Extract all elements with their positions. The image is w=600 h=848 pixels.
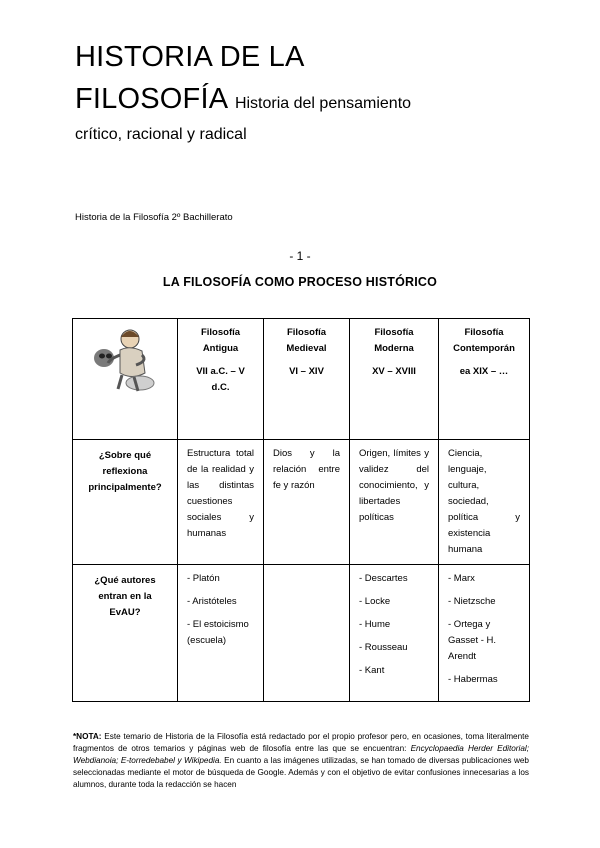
list-item: - Locke [359,596,391,607]
table-cell [178,565,264,702]
table-cell [350,565,439,702]
row-question: ¿Sobre qué reflexiona principalmente? [73,440,178,565]
table-cell [264,565,350,702]
list-item: - El estoicismo (escuela) [187,619,249,646]
column-name: Filosofía Antigua [200,327,241,354]
list-item: - Nietzsche [448,596,496,607]
list-item: - Platón [187,573,220,584]
table-cell [439,565,530,702]
subtitle-part-1: Historia del pensamiento [234,95,412,112]
thinker-with-skull-illustration [90,325,160,395]
list-item: - Descartes [359,573,408,584]
philosopher-illustration-cell [73,319,178,440]
note-sources: Encyclopaedia Herder Editorial; Webdianoia; E-torredebabel y Wikipedia. [73,744,529,765]
subtitle-part-2: crítico, racional y radical [75,126,247,143]
course-label: Historia de la Filosofía 2º Bachillerato [75,212,233,223]
note-text: Este temario de Historia de la Filosofía está redactado por el propio profesor pero, en ocasiones, toma literalmente fragmentos de otros temarios y páginas web de filosofía entre las que se encuentran: [73,732,529,753]
column-name: Filosofía Moderna [374,327,414,354]
table-cell: Dios y la relación entre fe y razón [264,440,350,565]
footnote [73,731,529,791]
column-period: ea XIX – … [459,366,509,377]
column-header-contemporary [439,319,530,440]
column-header-modern [350,319,439,440]
column-period: VII a.C. – V d.C. [196,366,245,393]
note-label: *NOTA: [73,732,102,741]
list-item: - Habermas [448,674,498,685]
list-item: - Ortega y Gasset - H. Arendt [448,619,497,662]
list-item: - Kant [359,665,385,676]
table-row [73,440,530,565]
column-period: XV – XVIII [372,366,416,377]
column-period: VI – XIV [289,366,324,377]
list-item: - Aristóteles [187,596,237,607]
main-title-line-2 [75,82,411,121]
table-cell: Origen, límites y validez del conocimiento, y libertades políticas [350,440,439,565]
list-item: - Rousseau [359,642,408,653]
main-title-word: FILOSOFÍA [75,83,227,115]
list-item: - Marx [448,573,475,584]
row-question: ¿Qué autores entran en la EvAU? [73,565,178,702]
column-header-medieval [264,319,350,440]
table-row [73,565,530,702]
main-title-line-1: HISTORIA DE LA [75,41,305,73]
column-header-ancient [178,319,264,440]
note-text-continued: En cuanto a las imágenes utilizadas, se han tomado de diversas publicaciones web seleccionadas mediante el motor de búsqueda de Google. Además y con el objetivo de evitar confusiones innecesarias a los alumnos, durante toda la redacción se hacen [73,756,529,789]
philosophy-periods-table [72,318,530,702]
table-cell: Ciencia, lenguaje, cultura, sociedad, política y existencia humana [439,440,530,565]
column-name: Filosofía Contemporán [453,327,515,354]
column-name: Filosofía Medieval [286,327,327,354]
section-title: LA FILOSOFÍA COMO PROCESO HISTÓRICO [162,275,438,289]
table-cell: Estructura total de la realidad y las distintas cuestiones sociales y humanas [178,440,264,565]
table-header-row [73,319,530,440]
list-item: - Hume [359,619,391,630]
page-number: - 1 - [289,249,311,263]
